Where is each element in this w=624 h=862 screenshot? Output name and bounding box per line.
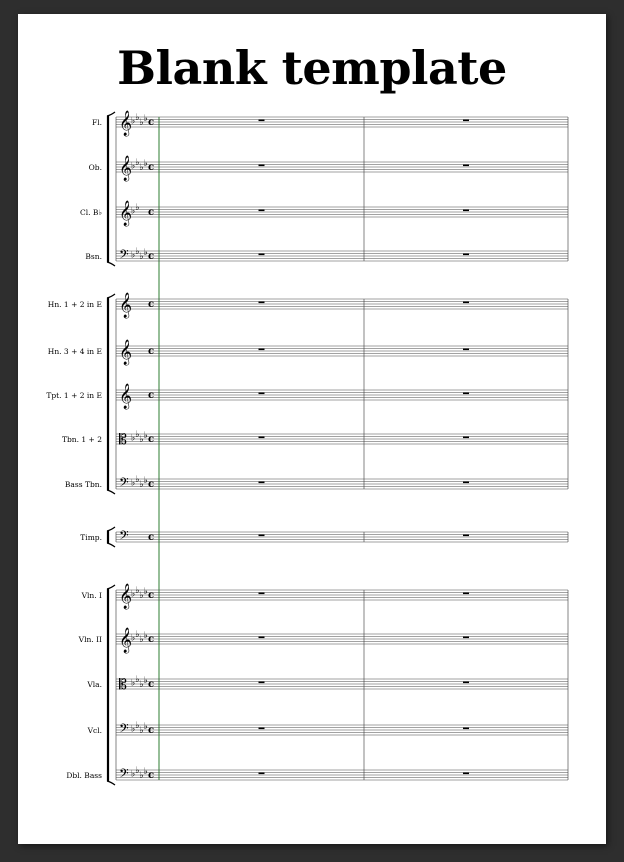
clef-bass-icon-9: 𝄢 [119,528,129,546]
whole-rest-14-2[interactable] [463,773,469,775]
whole-rest-9-1[interactable] [259,535,265,537]
time-signature-common-0: c [148,117,155,128]
key-flat-icon-3-1: ♭ [131,250,136,261]
time-signature-common-4: c [148,299,155,310]
staff-name-2: Cl. B♭ [80,208,102,217]
score-title[interactable]: Blank template [117,41,507,95]
key-flat-icon-8-4: ♭ [143,476,148,486]
staff-name-10: Vln. I [81,591,102,600]
whole-rest-8-1[interactable] [259,482,265,484]
key-flat-icon-13-3: ♭ [139,725,144,736]
key-flat-icon-7-4: ♭ [143,431,148,441]
key-flat-icon-7-3: ♭ [139,434,144,445]
key-flat-icon-14-4: ♭ [143,767,148,777]
clef-treble-icon-6: 𝄞 [119,384,133,409]
staff-name-7: Tbn. 1 + 2 [62,435,102,444]
key-flat-icon-1-3: ♭ [139,162,144,173]
whole-rest-9-2[interactable] [463,535,469,537]
key-flat-icon-11-3: ♭ [139,634,144,645]
staff-name-0: Fl. [92,118,102,127]
clef-treble-icon-5: 𝄞 [119,340,133,365]
whole-rest-13-2[interactable] [463,728,469,730]
whole-rest-6-2[interactable] [463,393,469,395]
key-flat-icon-11-1: ♭ [131,633,136,644]
clef-treble-icon-1: 𝄞 [119,156,133,181]
staff-name-9: Timp. [80,533,102,542]
staff-name-1: Ob. [88,163,102,172]
staff-name-11: Vln. II [78,635,102,644]
time-signature-common-1: c [148,162,155,173]
key-flat-icon-0-2: ♭ [135,112,140,123]
whole-rest-6-1[interactable] [259,393,265,395]
clef-bass-icon-8: 𝄢 [119,475,129,493]
whole-rest-11-1[interactable] [259,637,265,639]
key-flat-icon-12-3: ♭ [139,679,144,690]
bracket-percussion-bottom-hook [107,543,115,547]
key-flat-icon-7-2: ♭ [135,429,140,440]
whole-rest-1-2[interactable] [463,165,469,167]
key-flat-icon-14-1: ♭ [131,769,136,780]
whole-rest-7-1[interactable] [259,437,265,439]
key-flat-icon-1-4: ♭ [143,159,148,169]
key-flat-icon-1-2: ♭ [135,157,140,168]
key-flat-icon-7-1: ♭ [131,433,136,444]
score-page [18,14,606,844]
whole-rest-3-2[interactable] [463,254,469,256]
bracket-percussion-top-hook [107,527,115,531]
staff-name-6: Tpt. 1 + 2 in E [46,391,102,400]
key-flat-icon-3-4: ♭ [143,248,148,258]
key-flat-icon-10-1: ♭ [131,589,136,600]
time-signature-common-8: c [148,479,155,490]
key-flat-icon-14-3: ♭ [139,770,144,781]
bracket-brass-bottom-hook [107,490,115,494]
whole-rest-3-1[interactable] [259,254,265,256]
key-flat-icon-13-4: ♭ [143,722,148,732]
key-flat-icon-8-2: ♭ [135,474,140,485]
whole-rest-8-2[interactable] [463,482,469,484]
staff-name-14: Dbl. Bass [66,771,102,780]
time-signature-common-3: c [148,251,155,262]
time-signature-common-10: c [148,590,155,601]
whole-rest-2-2[interactable] [463,210,469,212]
whole-rest-5-2[interactable] [463,349,469,351]
whole-rest-7-2[interactable] [463,437,469,439]
key-flat-icon-12-1: ♭ [131,678,136,689]
key-flat-icon-10-2: ♭ [135,585,140,596]
key-flat-icon-2-1: ♭ [131,206,136,217]
key-flat-icon-10-3: ♭ [139,590,144,601]
key-flat-icon-0-1: ♭ [131,116,136,127]
key-flat-icon-3-2: ♭ [135,246,140,257]
whole-rest-12-1[interactable] [259,682,265,684]
key-flat-icon-12-4: ♭ [143,676,148,686]
key-flat-icon-3-3: ♭ [139,251,144,262]
bracket-strings-top-hook [107,585,115,589]
clef-tenor-icon-7: 𝄡 [119,432,127,448]
whole-rest-5-1[interactable] [259,349,265,351]
staff-name-12: Vla. [87,680,102,689]
time-signature-common-6: c [148,390,155,401]
time-signature-common-14: c [148,770,155,781]
key-flat-icon-8-1: ♭ [131,478,136,489]
time-signature-common-7: c [148,434,155,445]
bracket-woodwinds-top-hook [107,112,115,116]
clef-bass-icon-3: 𝄢 [119,247,129,265]
whole-rest-14-1[interactable] [259,773,265,775]
key-flat-icon-8-3: ♭ [139,479,144,490]
key-flat-icon-12-2: ♭ [135,674,140,685]
key-flat-icon-13-1: ♭ [131,724,136,735]
staff-name-13: Vcl. [87,726,102,735]
whole-rest-0-2[interactable] [463,120,469,122]
staff-name-8: Bass Tbn. [64,480,102,489]
key-flat-icon-10-4: ♭ [143,587,148,597]
key-flat-icon-0-4: ♭ [143,114,148,124]
key-flat-icon-14-2: ♭ [135,765,140,776]
time-signature-common-11: c [148,634,155,645]
bracket-woodwinds-bottom-hook [107,262,115,266]
time-signature-common-9: c [148,532,155,543]
clef-bass-icon-13: 𝄢 [119,721,129,739]
whole-rest-2-1[interactable] [259,210,265,212]
staff-name-5: Hn. 3 + 4 in E [47,347,102,356]
key-flat-icon-1-1: ♭ [131,161,136,172]
whole-rest-4-1[interactable] [259,302,265,304]
whole-rest-10-1[interactable] [259,593,265,595]
clef-treble-icon-11: 𝄞 [119,628,133,653]
staff-name-3: Bsn. [85,252,102,261]
whole-rest-0-1[interactable] [259,120,265,122]
score-system [18,14,606,844]
key-flat-icon-13-2: ♭ [135,720,140,731]
time-signature-common-13: c [148,725,155,736]
key-flat-icon-11-2: ♭ [135,629,140,640]
clef-treble-icon-10: 𝄞 [119,584,133,609]
staff-name-4: Hn. 1 + 2 in E [47,300,102,309]
clef-alto-icon-12: 𝄡 [119,677,127,693]
key-flat-icon-2-2: ♭ [135,202,140,213]
whole-rest-4-2[interactable] [463,302,469,304]
clef-treble-icon-4: 𝄞 [119,293,133,318]
time-signature-common-2: c [148,207,155,218]
bracket-brass-top-hook [107,294,115,298]
whole-rest-12-2[interactable] [463,682,469,684]
whole-rest-1-1[interactable] [259,165,265,167]
clef-bass-icon-14: 𝄢 [119,766,129,784]
clef-treble-icon-2: 𝄞 [119,201,133,226]
bracket-strings-bottom-hook [107,781,115,785]
time-signature-common-5: c [148,346,155,357]
key-flat-icon-0-3: ♭ [139,117,144,128]
key-flat-icon-11-4: ♭ [143,631,148,641]
whole-rest-11-2[interactable] [463,637,469,639]
time-signature-common-12: c [148,679,155,690]
whole-rest-13-1[interactable] [259,728,265,730]
clef-treble-icon-0: 𝄞 [119,111,133,136]
whole-rest-10-2[interactable] [463,593,469,595]
